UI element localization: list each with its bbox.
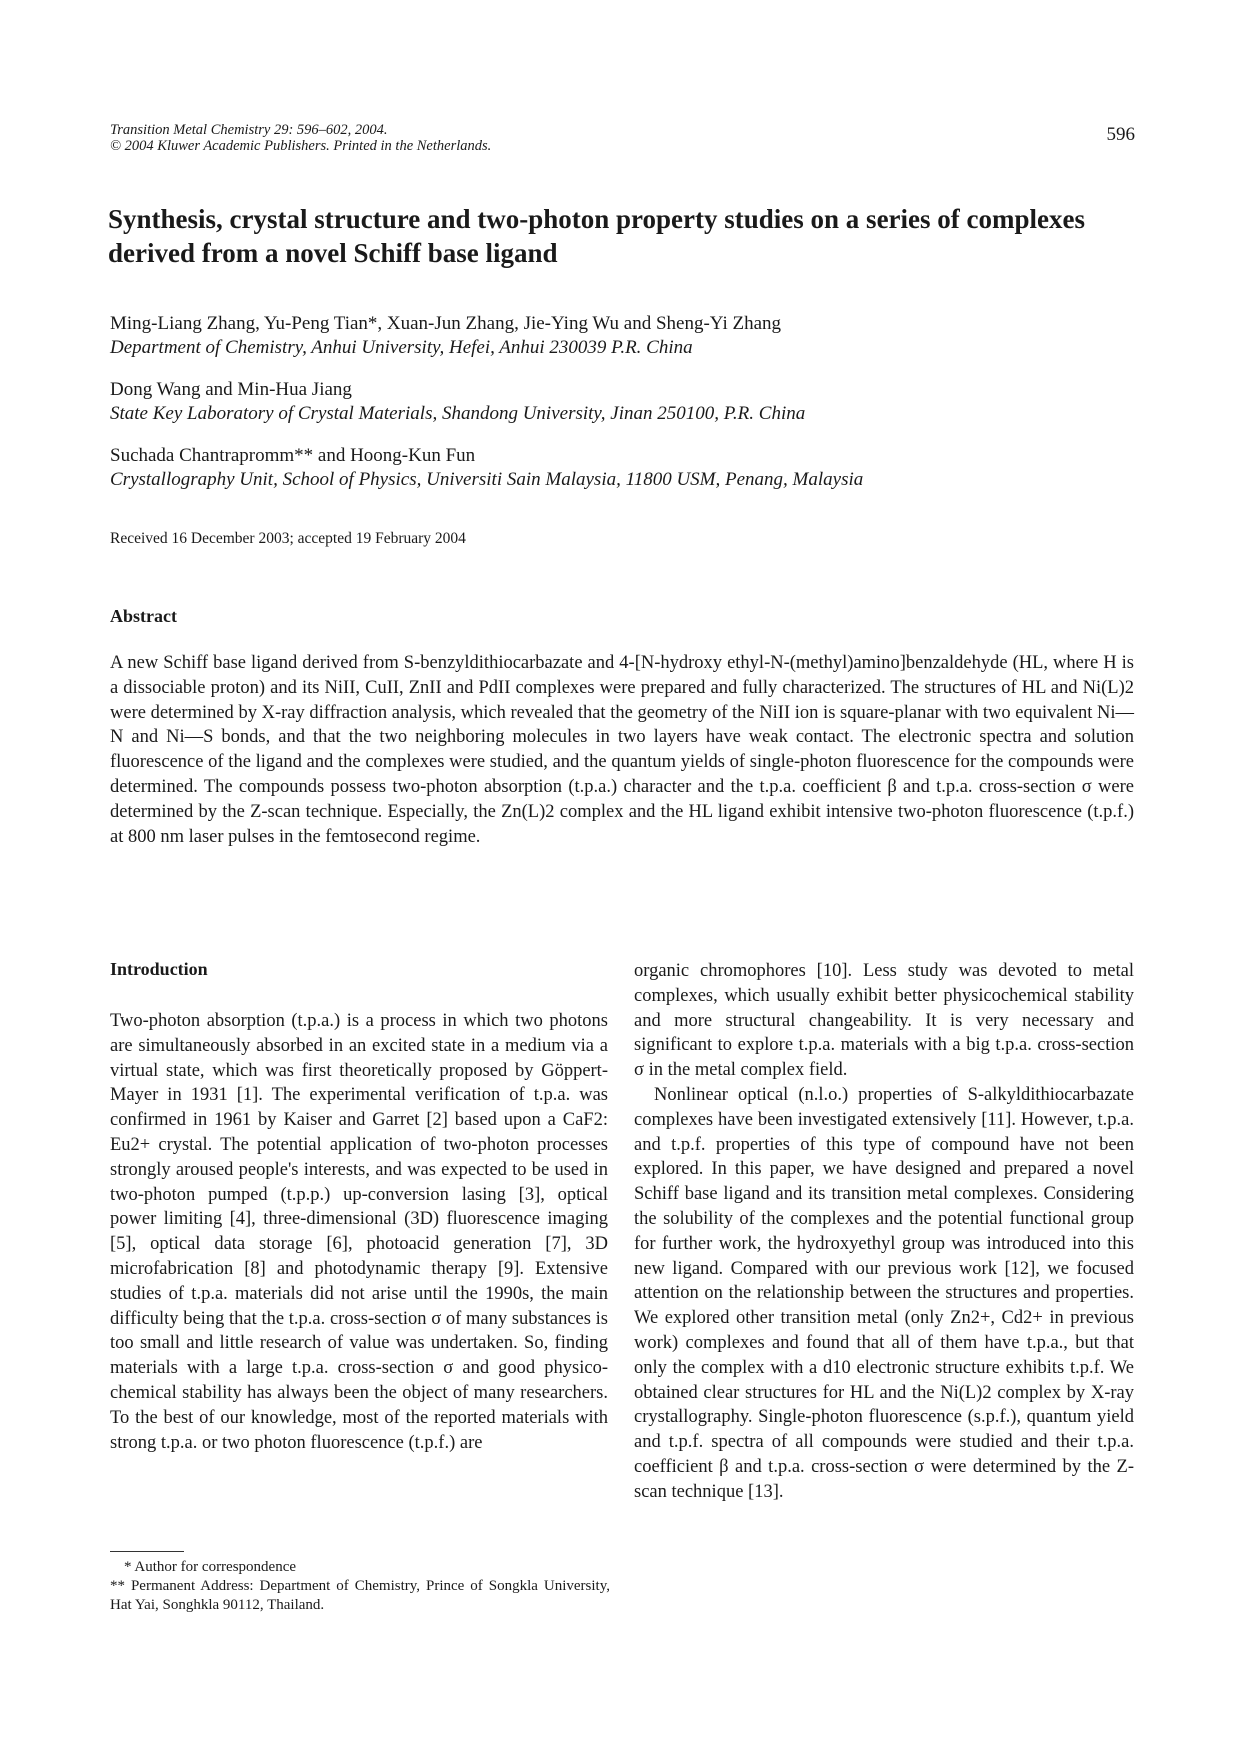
intro-paragraph-1-part-a: Two-photon absorption (t.p.a.) is a process in which two photons are simultaneously absorbed in an excited state in a medium via a virtual state, which was first theoretically proposed by Göppert-Mayer in 1931 [1]. The experimental verification of t.p.a. was confirmed in 1961 by Kaiser and Garret [2] based upon a CaF2: Eu2+ crystal. The potential application of two-photon processes strongly aroused people's interests, and was expected to be used in two-photon pumped (t.p.p.) up-conversion lasing [3], optical power limiting [4], three-dimensional (3D) fluorescence imaging [5], optical data storage [6], photoacid generation [7], 3D microfabrication [8] and photodynamic therapy [9]. Extensive studies of t.p.a. materials did not arise until the 1990s, the main difficulty being that the t.p.a. cross-section σ of many substances is too small and little research of value was undertaken. So, finding materials with a large t.p.a. cross-section σ and good physico-chemical stability has always been the object of many researchers. To the best of our knowledge, most of the reported materials with strong t.p.a. or two photon fluorescence (t.p.f.) are bbox=[110, 1011, 608, 1453]
author-group-3 bbox=[110, 444, 1140, 492]
abstract-text: A new Schiff base ligand derived from S-benzyldithiocarbazate and 4-[N-hydroxy ethyl-N-(methyl)amino]benzaldehyde (HL, where H is a dissociable proton) and its NiII, CuII, ZnII and PdII complexes were prepared and fully characterized. The structures of HL and Ni(L)2 were determined by X-ray diffraction analysis, which revealed that the geometry of the NiII ion is square-planar with two equivalent Ni—N and Ni—S bonds, and that the two neighboring molecules in two layers have weak contact. The electronic spectra and solution fluorescence of the ligand and the complexes were studied, and the quantum yields of single-photon fluorescence for the compounds were determined. The compounds possess two-photon absorption (t.p.a.) character and the t.p.a. coefficient β and t.p.a. cross-section σ were determined by the Z-scan technique. Especially, the Zn(L)2 complex and the HL ligand exhibit intensive two-photon fluorescence (t.p.f.) at 800 nm laser pulses in the femtosecond regime. bbox=[110, 653, 1134, 847]
footnotes bbox=[110, 1558, 610, 1615]
author-names: Dong Wang and Min-Hua Jiang bbox=[110, 379, 352, 400]
journal-line-2: © 2004 Kluwer Academic Publishers. Printed in the Netherlands. bbox=[110, 138, 492, 154]
author-affiliation: Department of Chemistry, Anhui University, Hefei, Anhui 230039 P.R. China bbox=[110, 337, 693, 358]
intro-paragraph-1-part-b: organic chromophores [10]. Less study was devoted to metal complexes, which usually exhibit better physicochemical stability and more structural changeability. It is very necessary and significant to explore t.p.a. materials with a big t.p.a. cross-section σ in the metal complex field. bbox=[634, 961, 1134, 1081]
paper-title: Synthesis, crystal structure and two-photon property studies on a series of complexes derived from a novel Schiff base ligand bbox=[108, 204, 1085, 268]
footnote-rule bbox=[110, 1551, 184, 1552]
page-number: 596 bbox=[1106, 124, 1135, 145]
footnote-permanent-address: ** Permanent Address: Department of Chemistry, Prince of Songkla University, Hat Yai, Songhkla 90112, Thailand. bbox=[110, 1578, 610, 1613]
journal-line-1: Transition Metal Chemistry 29: 596–602, 2004. bbox=[110, 122, 388, 138]
author-group-1 bbox=[110, 312, 1140, 360]
author-names: Ming-Liang Zhang, Yu-Peng Tian*, Xuan-Jun Zhang, Jie-Ying Wu and Sheng-Yi Zhang bbox=[110, 313, 782, 334]
body-column-left bbox=[110, 1009, 608, 1455]
author-group-2 bbox=[110, 378, 1140, 426]
introduction-heading: Introduction bbox=[110, 959, 208, 979]
author-names: Suchada Chantrapromm** and Hoong-Kun Fun bbox=[110, 445, 476, 466]
author-affiliation: Crystallography Unit, School of Physics, Universiti Sain Malaysia, 11800 USM, Penang, Malaysia bbox=[110, 469, 864, 490]
intro-paragraph-2: Nonlinear optical (n.l.o.) properties of S-alkyldithiocarbazate complexes have been investigated extensively [11]. However, t.p.a. and t.p.f. properties of this type of compound have not been explored. In this paper, we have designed and prepared a novel Schiff base ligand and its transition metal complexes. Considering the solubility of the complexes and the potential functional group for further work, the hydroxyethyl group was introduced into this new ligand. Compared with our previous work [12], we focused attention on the relationship between the structures and properties. We explored other transition metal (only Zn2+, Cd2+ in previous work) complexes and found that all of them have t.p.a., but that only the complex with a d10 electronic structure exhibits t.p.f. We obtained clear structures for HL and the Ni(L)2 complex by X-ray crystallography. Single-photon fluorescence (s.p.f.), quantum yield and t.p.f. spectra of all compounds were studied and their t.p.a. coefficient β and t.p.a. cross-section σ were determined by the Z-scan technique [13]. bbox=[634, 1084, 1134, 1502]
received-dates: Received 16 December 2003; accepted 19 February 2004 bbox=[110, 530, 466, 547]
author-affiliation: State Key Laboratory of Crystal Materials, Shandong University, Jinan 250100, P.R. China bbox=[110, 403, 806, 424]
journal-citation bbox=[110, 122, 491, 154]
body-column-right bbox=[634, 959, 1134, 1505]
footnote-correspondence: * Author for correspondence bbox=[124, 1559, 297, 1575]
abstract-heading: Abstract bbox=[110, 606, 177, 626]
